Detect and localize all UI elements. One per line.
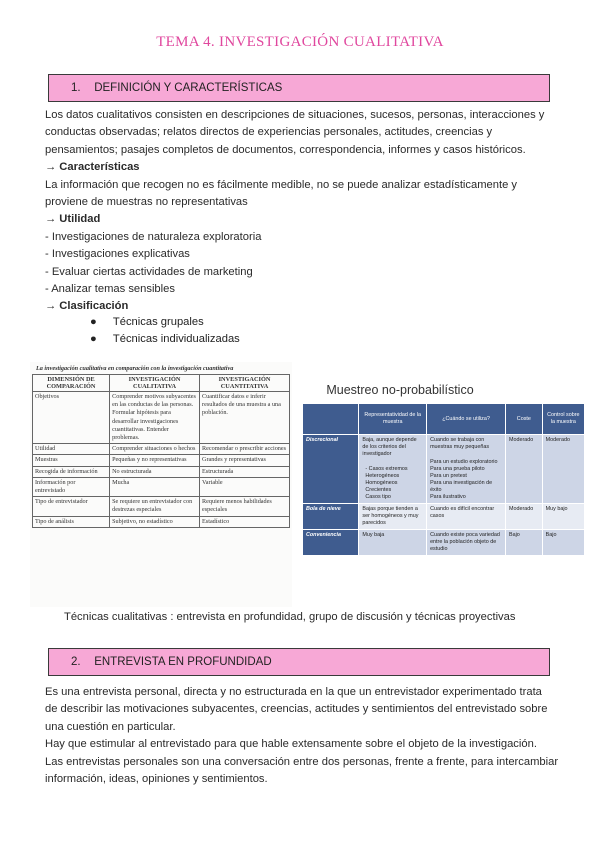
table-row xyxy=(33,516,290,527)
table-cell: Información por entrevistado xyxy=(33,477,110,496)
table-cell: Comprender motivos subyacentes en las conductas de las personas. Formular hipótesis para desarrollar investigaciones cuantitativas. Entender problemas. xyxy=(110,392,200,444)
section-2-body xyxy=(45,684,559,788)
table-cell: Bajas porque tienden a ser homogéneos y muy parecidos xyxy=(359,504,427,530)
paragraph-line: Es una entrevista personal, directa y no estructurada en la que un entrevistador experimentado trata xyxy=(45,686,542,698)
table-cell: Mucha xyxy=(110,477,200,496)
column-header: Representatividad de la muestra xyxy=(359,404,427,435)
column-header: Coste xyxy=(506,404,543,435)
table-cell xyxy=(359,435,427,504)
paragraph-line: Los datos cualitativos consisten en descripciones de situaciones, sucesos, personas, interacciones y xyxy=(45,109,545,121)
list-item: - Investigaciones explicativas xyxy=(45,248,190,261)
bullet-text: Técnicas grupales xyxy=(112,316,204,328)
bullet-item xyxy=(90,333,240,345)
cell-list-item: Homogéneos xyxy=(365,480,398,486)
table-cell: Estadístico xyxy=(200,516,290,527)
paragraph-line: una cuestión en particular. xyxy=(45,720,176,733)
comparison-table xyxy=(32,374,290,528)
table-cell: No estructurada xyxy=(110,466,200,477)
table-cell: Recogida de información xyxy=(33,466,110,477)
table-cell: Cuando es difícil encontrar casos xyxy=(427,504,506,530)
characteristics-heading: → Características xyxy=(45,161,140,174)
bullet-icon: ● xyxy=(90,333,97,345)
table-cell: Moderado xyxy=(542,435,584,504)
paragraph-line: Hay que estimular al entrevistado para que hable extensamente sobre el objeto de la investigación. xyxy=(45,738,537,751)
table-row xyxy=(33,497,290,516)
column-header: Control sobre la muestra xyxy=(542,404,584,435)
table-cell: Moderado xyxy=(506,435,543,504)
list-item: - Evaluar ciertas actividades de marketing xyxy=(45,265,253,278)
table-row xyxy=(303,435,585,504)
cell-list-item: Heterogéneos xyxy=(365,473,400,479)
section-1-body xyxy=(45,107,555,316)
table-cell: Variable xyxy=(200,477,290,496)
table-row xyxy=(33,466,290,477)
paragraph-line: de describir las motivaciones subyacentes, creencias, actitudes y sentimientos del entrevistado sobre xyxy=(45,703,548,716)
page-title: TEMA 4. INVESTIGACIÓN CUALITATIVA xyxy=(156,34,444,50)
bullet-icon: ● xyxy=(90,316,97,328)
list-item: - Analizar temas sensibles xyxy=(45,283,175,296)
bullet-text: Técnicas individualizadas xyxy=(112,333,240,345)
cell-text: Cuando se trabaja con muestras muy pequeñas xyxy=(430,437,490,450)
table-cell: Bajo xyxy=(506,530,543,556)
column-header: DIMENSIÓN DE COMPARACIÓN xyxy=(33,375,110,392)
row-header: Discrecional xyxy=(303,435,359,504)
cell-list-item: Para una investigación de éxito xyxy=(430,480,493,493)
cell-list-item: Para una prueba piloto xyxy=(430,466,485,472)
table-cell: Bajo xyxy=(542,530,584,556)
comparison-table-caption: La investigación cualitativa en comparación con la investigación cuantitativa xyxy=(36,365,234,372)
table-cell: Pequeñas y no representativas xyxy=(110,455,200,466)
bullet-item xyxy=(90,316,204,328)
table-cell: Tipo de análisis xyxy=(33,516,110,527)
sampling-table xyxy=(302,403,585,556)
table-cell: Se requiere un entrevistador con destrezas especiales xyxy=(110,497,200,516)
cell-list-item: Para un estudio exploratorio xyxy=(430,459,498,465)
table-cell: Muy bajo xyxy=(542,504,584,530)
cell-list-item: Para un pretest xyxy=(430,473,467,479)
table-cell xyxy=(427,435,506,504)
sampling-table-title: Muestreo no-probabilístico xyxy=(326,383,474,397)
table-row xyxy=(303,504,585,530)
table-cell: Cuantificar datos e inferir resultados de una muestra a una población. xyxy=(200,392,290,444)
paragraph-line: información, ideas, opiniones y sentimientos. xyxy=(45,773,268,786)
cell-list-item: Casos tipo xyxy=(365,494,391,500)
paragraph-line: proviene de muestras no representativas xyxy=(45,196,248,209)
paragraph-line: conductas observadas; relatos directos de experiencias personales, actitudes, creencias y xyxy=(45,126,493,139)
classification-heading: → Clasificación xyxy=(45,300,129,313)
table-row xyxy=(33,444,290,455)
table-cell: Muy baja xyxy=(359,530,427,556)
list-item: - Investigaciones de naturaleza exploratoria xyxy=(45,230,262,243)
column-header xyxy=(303,404,359,435)
cell-list-item: Para ilustrativo xyxy=(430,494,466,500)
table-cell: Tipo de entrevistador xyxy=(33,497,110,516)
section-number: 1. xyxy=(71,82,81,94)
table-cell: Objetivos xyxy=(33,392,110,444)
column-header: INVESTIGACIÓN CUALITATIVA xyxy=(110,375,200,392)
table-row xyxy=(33,392,290,444)
comparison-table-image xyxy=(30,362,292,607)
table-cell: Recomendar o prescribir acciones xyxy=(200,444,290,455)
table-cell: Grandes y representativas xyxy=(200,455,290,466)
column-header: ¿Cuándo se utiliza? xyxy=(427,404,506,435)
table-cell: Cuando existe poca variedad entre la población objeto de estudio xyxy=(427,530,506,556)
column-header: INVESTIGACIÓN CUANTITATIVA xyxy=(200,375,290,392)
section-header-1 xyxy=(48,74,550,102)
cell-list-item: Crecientes xyxy=(365,487,392,493)
sampling-table-image xyxy=(302,383,585,573)
table-cell: Moderado xyxy=(506,504,543,530)
figure-caption: Técnicas cualitativas : entrevista en profundidad, grupo de discusión y técnicas proyectivas xyxy=(64,611,516,623)
table-cell: Utilidad xyxy=(33,444,110,455)
table-cell: Requiere menos habilidades especiales xyxy=(200,497,290,516)
section-label: DEFINICIÓN Y CARACTERÍSTICAS xyxy=(94,82,283,94)
section-label: ENTREVISTA EN PROFUNDIDAD xyxy=(94,656,272,668)
paragraph-line: La información que recogen no es fácilmente medible, no se puede analizar estadísticamente y xyxy=(45,178,518,191)
section-header-2 xyxy=(48,648,550,676)
paragraph-line: pensamientos; pasajes completos de documentos, correspondencia, informes y casos históricos. xyxy=(45,143,526,156)
table-row xyxy=(303,530,585,556)
row-header: Conveniencia xyxy=(303,530,359,556)
row-header: Bola de nieve xyxy=(303,504,359,530)
cell-text: Baja, aunque depende de los criterios del investigador xyxy=(362,437,417,457)
paragraph-line: Las entrevistas personales son una conversación entre dos personas, frente a frente, para intercambiar xyxy=(45,755,559,768)
table-header-row xyxy=(33,375,290,392)
table-cell: Estructurada xyxy=(200,466,290,477)
table-row xyxy=(33,455,290,466)
table-cell: Muestras xyxy=(33,455,110,466)
table-cell: Comprender situaciones o hechos xyxy=(110,444,200,455)
table-header-row xyxy=(303,404,585,435)
table-cell: Subjetivo, no estadístico xyxy=(110,516,200,527)
cell-list-item: - Casos extremos xyxy=(365,466,408,472)
table-row xyxy=(33,477,290,496)
utility-heading: → Utilidad xyxy=(45,213,101,226)
section-number: 2. xyxy=(71,656,81,668)
